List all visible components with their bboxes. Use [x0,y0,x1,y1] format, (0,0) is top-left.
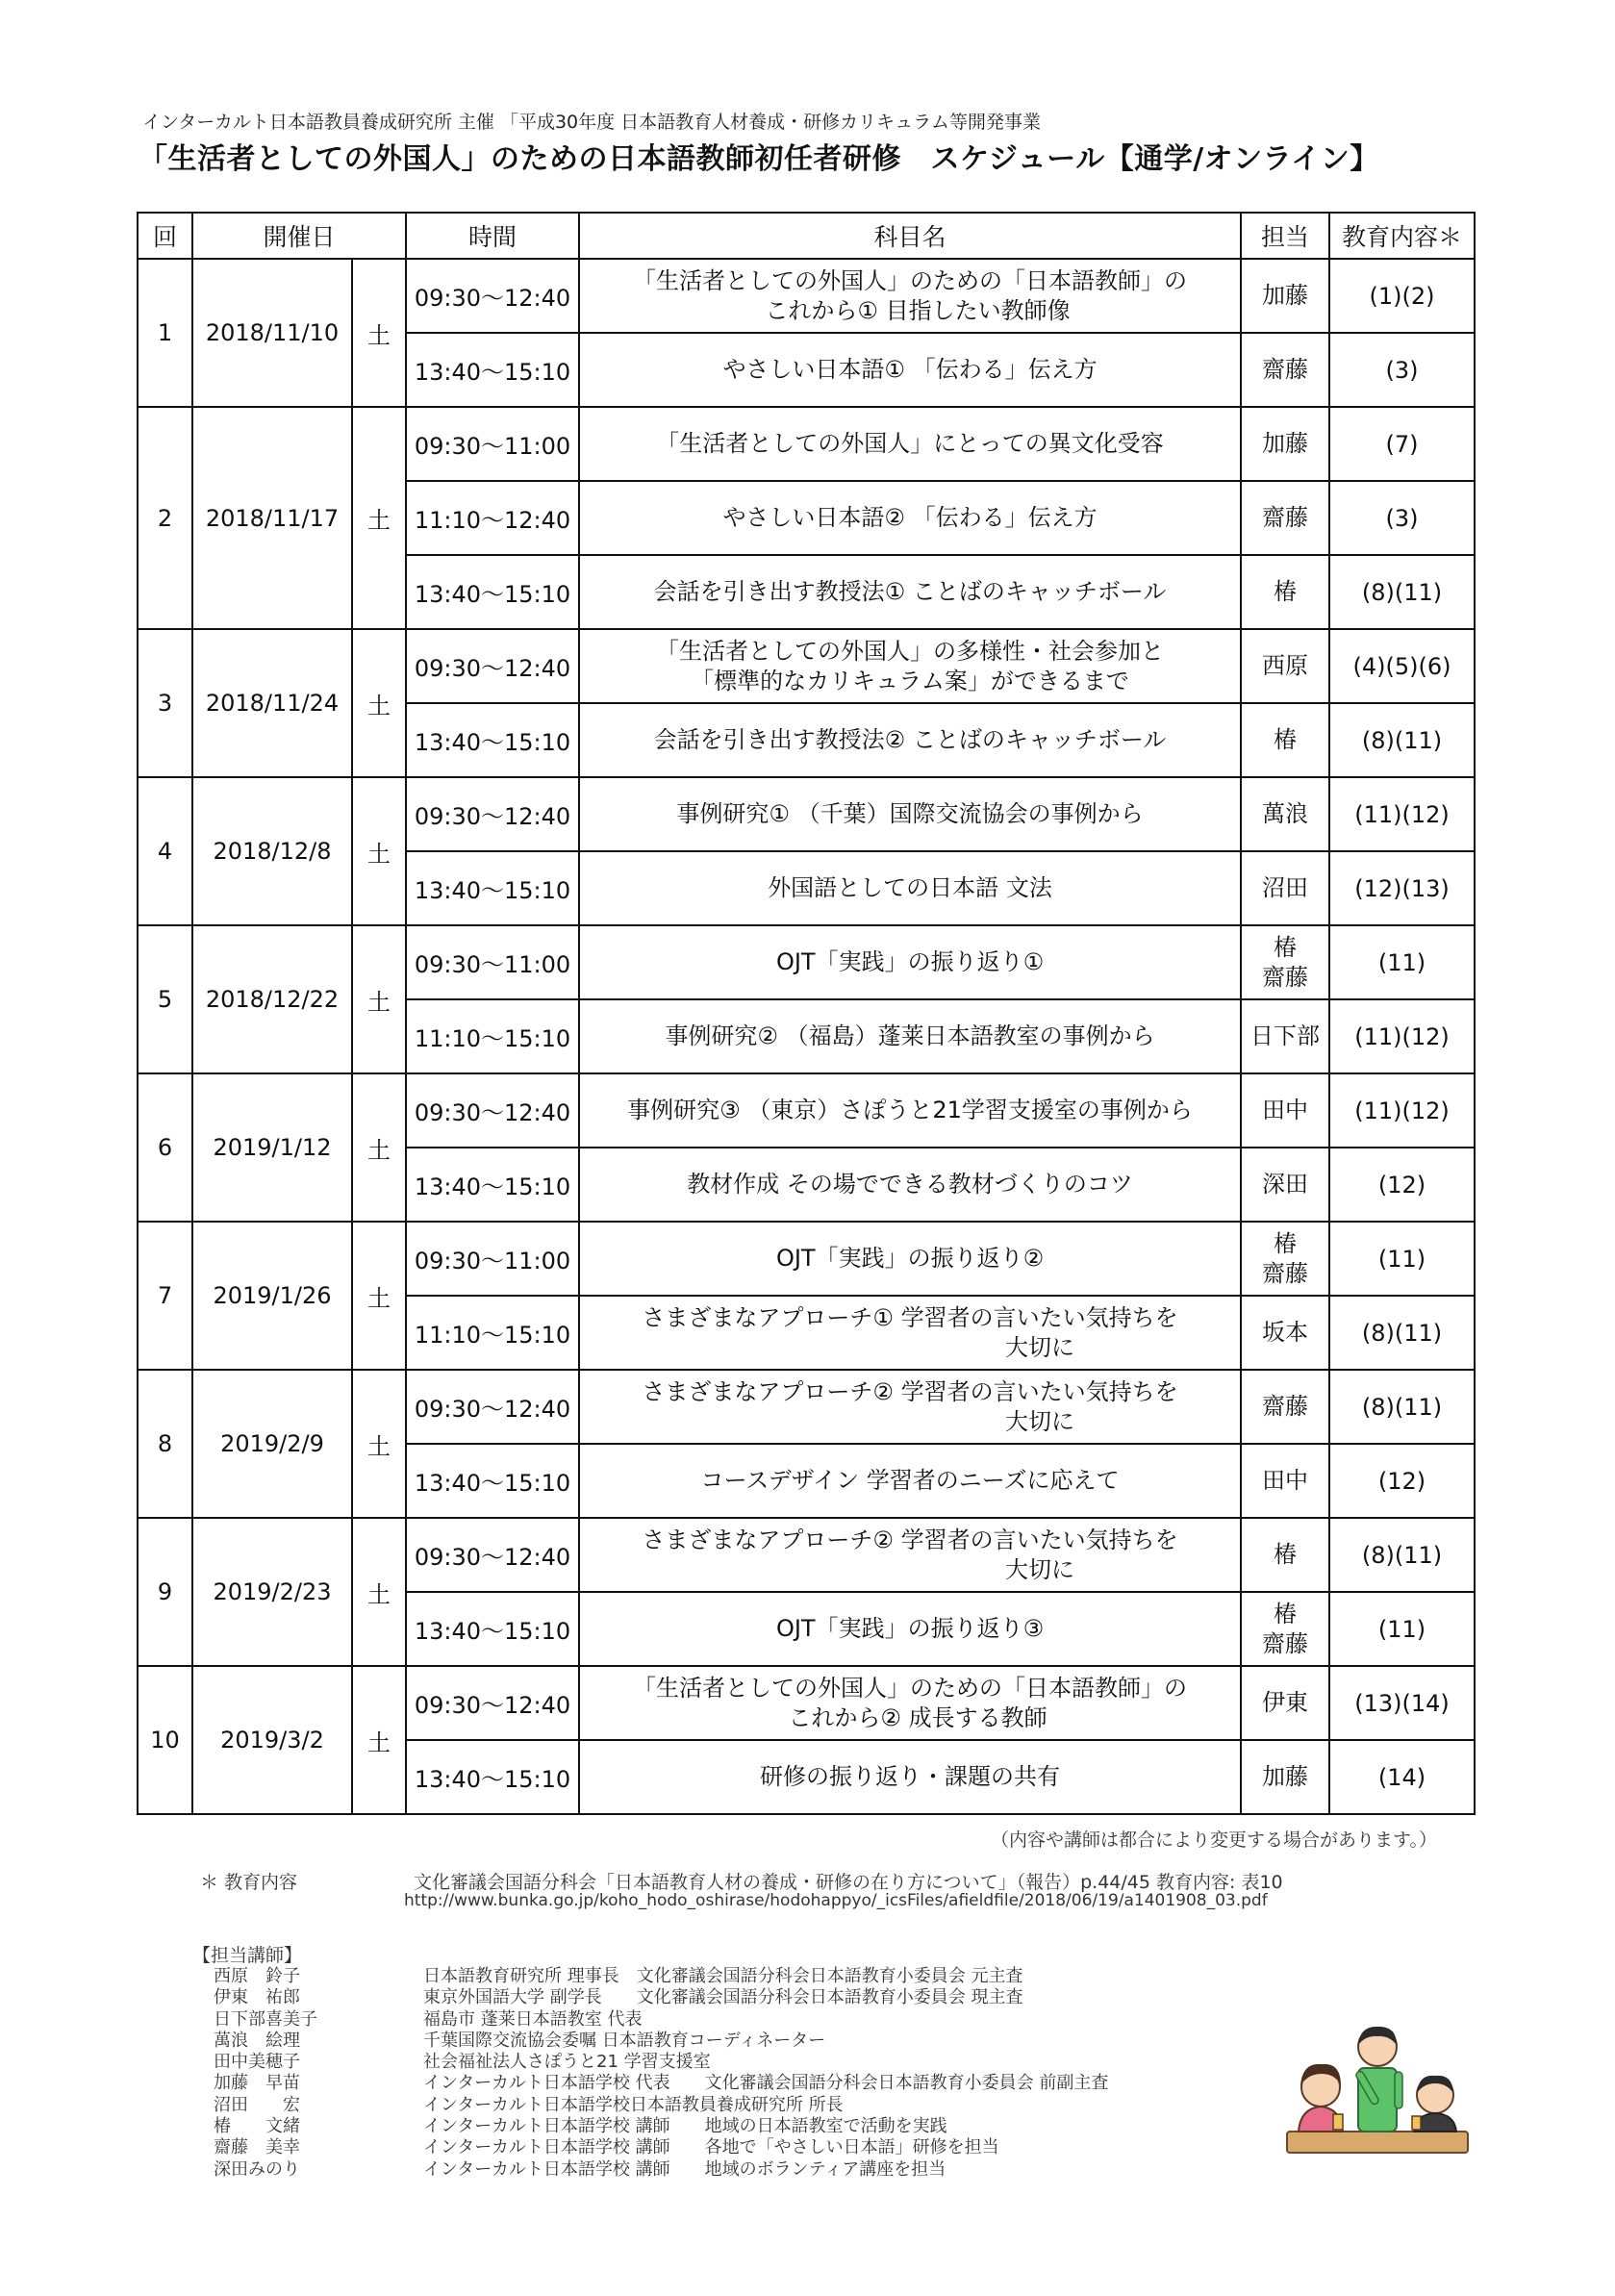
content-cell: (8)(11) [1329,555,1475,629]
instructor-affiliation: インターカルト日本語学校日本語教員養成研究所 所長 [423,2094,844,2115]
teacher-name: 伊東 [1262,1689,1309,1716]
teacher-cell [1241,481,1329,555]
change-notice: （内容や講師は都合により変更する場合があります。） [991,1829,1437,1851]
teacher-cell [1241,1518,1329,1592]
time-cell: 09:30～11:00 [406,925,579,999]
round-cell: 6 [138,1073,192,1222]
subject-cell [579,1222,1241,1296]
subject-line: コースデザイン 学習者のニーズに応えて [700,1467,1120,1494]
content-cell: (1)(2) [1329,259,1475,333]
subject-cell [579,1296,1241,1370]
instructor-name: 田中美穂子 [214,2052,300,2073]
date-cell: 2019/3/2 [192,1666,352,1814]
teacher-name: 齋藤 [1262,1259,1309,1287]
content-cell: (8)(11) [1329,1370,1475,1444]
table-row [138,259,1475,333]
round-cell: 3 [138,629,192,777]
time-cell: 09:30～12:40 [406,1073,579,1148]
subject-cell [579,259,1241,333]
subject-line: 大切に [1005,1555,1075,1583]
time-cell: 09:30～12:40 [406,259,579,333]
teacher-cell [1241,555,1329,629]
subject-line: 研修の振り返り・課題の共有 [760,1763,1061,1790]
day-cell: 土 [352,407,406,629]
content-cell: (11)(12) [1329,999,1475,1073]
footnote-source: 文化審議会国語分科会「日本語教育人材の養成・研修の在り方について」（報告）p.44/45 教育内容: 表10 [414,1872,1283,1893]
date-cell: 2019/1/26 [192,1222,352,1370]
subject-line: さまざまなアプローチ② 学習者の言いたい気持ちを [642,1377,1178,1405]
date-cell: 2019/1/12 [192,1073,352,1222]
subject-cell [579,1073,1241,1148]
teacher-name: 椿 [1274,1541,1298,1568]
subject-line: やさしい日本語① 「伝わる」伝え方 [722,356,1098,383]
footnote-label: ＊ 教育内容 [200,1872,298,1893]
footnote-url: http://www.bunka.go.jp/koho_hodo_oshirase/hodohappyo/_icsFiles/afieldfile/2018/06/19/a1401908_03.pdf [404,1891,1268,1910]
round-cell: 1 [138,259,192,407]
subject-cell [579,1592,1241,1666]
teacher-name: 齋藤 [1262,504,1309,531]
subject-line: さまざまなアプローチ② 学習者の言いたい気持ちを [642,1526,1178,1553]
page-title: 「生活者としての外国人」のための日本語教師初任者研修 スケジュール【通学/オンライン】 [139,142,1379,176]
teacher-name: 齋藤 [1262,1629,1309,1657]
subject-cell [579,333,1241,407]
time-cell: 09:30～12:40 [406,1518,579,1592]
header-round: 回 [138,213,192,259]
subject-cell [579,555,1241,629]
day-cell: 土 [352,1370,406,1518]
subject-line: 会話を引き出す教授法② ことばのキャッチボール [653,726,1167,753]
teacher-name: 日下部 [1250,1022,1321,1049]
teacher-name: 加藤 [1262,430,1309,457]
instructor-name: 齋藤 美幸 [214,2137,300,2158]
subject-line: これから① 目指したい教師像 [765,296,1071,324]
time-cell: 11:10～15:10 [406,999,579,1073]
subject-cell [579,1740,1241,1814]
teacher-cell [1241,1666,1329,1740]
teacher-cell [1241,851,1329,925]
subject-line: 教材作成 その場でできる教材づくりのコツ [687,1171,1133,1198]
instructor-name: 椿 文緒 [214,2116,300,2137]
subject-line: 会話を引き出す教授法① ことばのキャッチボール [653,578,1167,605]
subject-line: 事例研究① （千葉）国際交流協会の事例から [676,800,1144,827]
round-cell: 2 [138,407,192,629]
table-row [138,1370,1475,1444]
round-cell: 7 [138,1222,192,1370]
subject-line: 大切に [1005,1407,1075,1435]
subject-line: 「標準的なカリキュラム案」ができるまで [691,667,1129,694]
header-subject: 科目名 [579,213,1241,259]
subject-cell [579,407,1241,481]
time-cell: 13:40～15:10 [406,1592,579,1666]
content-cell: (3) [1329,481,1475,555]
table-row [138,925,1475,999]
instructor-name: 伊東 祐郎 [214,1987,300,2008]
time-cell: 09:30～12:40 [406,1666,579,1740]
teacher-name: 齋藤 [1262,356,1309,383]
time-cell: 09:30～11:00 [406,407,579,481]
instructor-name: 深田みのり [214,2158,300,2180]
subject-cell [579,1370,1241,1444]
instructor-affiliation: 日本語教育研究所 理事長 文化審議会国語分科会日本語教育小委員会 元主査 [423,1966,1023,1986]
teacher-name: 沼田 [1262,874,1309,901]
teacher-cell [1241,407,1329,481]
content-cell: (11)(12) [1329,777,1475,851]
schedule-table [137,212,1476,1815]
content-cell: (7) [1329,407,1475,481]
table-row [138,1518,1475,1592]
subject-line: さまざまなアプローチ① 学習者の言いたい気持ちを [642,1303,1178,1331]
subject-line: 「生活者としての外国人」にとっての異文化受容 [656,430,1164,457]
instructor-affiliation: 千葉国際交流協会委嘱 日本語教育コーディネーター [423,2030,826,2051]
subject-cell [579,1444,1241,1518]
subject-line: OJT「実践」の振り返り② [775,1245,1045,1272]
teacher-cell [1241,1444,1329,1518]
teacher-cell [1241,1222,1329,1296]
round-cell: 5 [138,925,192,1073]
instructor-affiliation: インターカルト日本語学校 講師 各地で「やさしい日本語」研修を担当 [423,2137,999,2158]
day-cell: 土 [352,1222,406,1370]
teacher-name: 田中 [1262,1467,1309,1494]
time-cell: 11:10～15:10 [406,1296,579,1370]
subject-line: OJT「実践」の振り返り① [775,948,1045,975]
subject-line: 「生活者としての外国人」のための「日本語教師」の [633,1674,1188,1702]
round-cell: 10 [138,1666,192,1814]
table-header-row [138,213,1475,259]
time-cell: 09:30～12:40 [406,777,579,851]
table-row [138,1222,1475,1296]
day-cell: 土 [352,1666,406,1814]
header-teacher: 担当 [1241,213,1329,259]
content-cell: (8)(11) [1329,703,1475,777]
teacher-cell [1241,777,1329,851]
instructors-heading: 【担当講師】 [192,1945,303,1966]
content-cell: (4)(5)(6) [1329,629,1475,703]
time-cell: 13:40～15:10 [406,1740,579,1814]
subject-cell [579,999,1241,1073]
time-cell: 09:30～12:40 [406,629,579,703]
subject-cell [579,481,1241,555]
teacher-name: 齋藤 [1262,963,1309,991]
day-cell: 土 [352,629,406,777]
instructor-name: 加藤 早苗 [214,2073,300,2094]
teacher-name: 加藤 [1262,282,1309,309]
subject-line: 「生活者としての外国人」のための「日本語教師」の [633,266,1188,294]
teacher-cell [1241,1592,1329,1666]
teacher-name: 椿 [1274,1229,1298,1257]
day-cell: 土 [352,1518,406,1666]
teacher-cell [1241,1073,1329,1148]
instructor-affiliation: インターカルト日本語学校 講師 地域の日本語教室で活動を実践 [423,2116,947,2137]
teacher-cell [1241,925,1329,999]
schedule-body [138,259,1475,1814]
content-cell: (13)(14) [1329,1666,1475,1740]
subject-cell [579,629,1241,703]
time-cell: 13:40～15:10 [406,1444,579,1518]
subject-cell [579,925,1241,999]
teacher-cell [1241,333,1329,407]
instructor-name: 西原 鈴子 [214,1966,300,1986]
day-cell: 土 [352,259,406,407]
subject-line: これから② 成長する教師 [788,1703,1047,1731]
subject-line: 外国語としての日本語 文法 [768,874,1052,901]
subject-cell [579,777,1241,851]
content-cell: (11) [1329,1592,1475,1666]
teacher-cell [1241,1148,1329,1222]
header-time: 時間 [406,213,579,259]
instructor-affiliation: 福島市 蓬莱日本語教室 代表 [423,2008,643,2030]
date-cell: 2018/11/17 [192,407,352,629]
content-cell: (11) [1329,1222,1475,1296]
content-cell: (11)(12) [1329,1073,1475,1148]
teacher-cell [1241,1370,1329,1444]
day-cell: 土 [352,925,406,1073]
group-illustration [1277,2018,1475,2162]
time-cell: 13:40～15:10 [406,555,579,629]
header-content: 教育内容＊ [1329,213,1475,259]
time-cell: 09:30～12:40 [406,1370,579,1444]
teacher-name: 坂本 [1262,1319,1309,1346]
content-cell: (12) [1329,1148,1475,1222]
content-cell: (8)(11) [1329,1518,1475,1592]
time-cell: 13:40～15:10 [406,703,579,777]
teacher-name: 加藤 [1262,1763,1309,1790]
date-cell: 2018/12/8 [192,777,352,925]
teacher-cell [1241,629,1329,703]
date-cell: 2018/11/10 [192,259,352,407]
teacher-cell [1241,999,1329,1073]
content-cell: (8)(11) [1329,1296,1475,1370]
teacher-cell [1241,1740,1329,1814]
date-cell: 2018/11/24 [192,629,352,777]
content-cell: (3) [1329,333,1475,407]
table-row [138,1073,1475,1148]
instructor-affiliation: 社会福祉法人さぽうと21 学習支援室 [423,2052,711,2073]
time-cell: 13:40～15:10 [406,851,579,925]
time-cell: 09:30～11:00 [406,1222,579,1296]
subject-line: 事例研究③ （東京）さぽうと21学習支援室の事例から [627,1097,1193,1123]
content-cell: (12) [1329,1444,1475,1518]
round-cell: 8 [138,1370,192,1518]
subject-line: 大切に [1005,1333,1075,1361]
teacher-cell [1241,703,1329,777]
subject-cell [579,1148,1241,1222]
teacher-name: 椿 [1274,1600,1298,1627]
teacher-name: 椿 [1274,933,1298,961]
teacher-cell [1241,259,1329,333]
subject-cell [579,851,1241,925]
teacher-name: 萬浪 [1262,800,1309,827]
content-cell: (11) [1329,925,1475,999]
teacher-name: 椿 [1274,578,1298,605]
table-row [138,629,1475,703]
teacher-name: 椿 [1274,726,1298,753]
subject-line: 「生活者としての外国人」の多様性・社会参加と [656,637,1165,665]
time-cell: 13:40～15:10 [406,333,579,407]
subject-line: OJT「実践」の振り返り③ [775,1615,1045,1642]
content-cell: (14) [1329,1740,1475,1814]
subject-line: やさしい日本語② 「伝わる」伝え方 [722,504,1098,531]
day-cell: 土 [352,777,406,925]
date-cell: 2019/2/23 [192,1518,352,1666]
table-row [138,777,1475,851]
teacher-name: 田中 [1262,1097,1309,1123]
day-cell: 土 [352,1073,406,1222]
date-cell: 2019/2/9 [192,1370,352,1518]
time-cell: 11:10～12:40 [406,481,579,555]
date-cell: 2018/12/22 [192,925,352,1073]
teacher-name: 齋藤 [1262,1393,1309,1420]
table-row [138,407,1475,481]
subject-line: 事例研究② （福島）蓬莱日本語教室の事例から [665,1022,1155,1049]
subject-cell [579,1666,1241,1740]
teacher-name: 深田 [1262,1171,1309,1198]
round-cell: 4 [138,777,192,925]
subject-cell [579,703,1241,777]
teacher-cell [1241,1296,1329,1370]
instructor-name: 沼田 宏 [214,2094,300,2115]
instructor-name: 日下部喜美子 [214,2008,317,2030]
instructor-affiliation: 東京外国語大学 副学長 文化審議会国語分科会日本語教育小委員会 現主査 [423,1987,1023,2008]
subject-cell [579,1518,1241,1592]
time-cell: 13:40～15:10 [406,1148,579,1222]
header-date: 開催日 [192,213,406,259]
instructor-affiliation: インターカルト日本語学校 講師 地域のボランティア講座を担当 [423,2158,946,2180]
organizer-line: インターカルト日本語教員養成研究所 主催 「平成30年度 日本語教育人材養成・研修カリキュラム等開発事業 [142,112,1041,133]
instructor-name: 萬浪 絵理 [214,2030,300,2051]
round-cell: 9 [138,1518,192,1666]
table-row [138,1666,1475,1740]
teacher-name: 西原 [1262,652,1309,679]
content-cell: (12)(13) [1329,851,1475,925]
instructor-affiliation: インターカルト日本語学校 代表 文化審議会国語分科会日本語教育小委員会 前副主査 [423,2073,1109,2094]
